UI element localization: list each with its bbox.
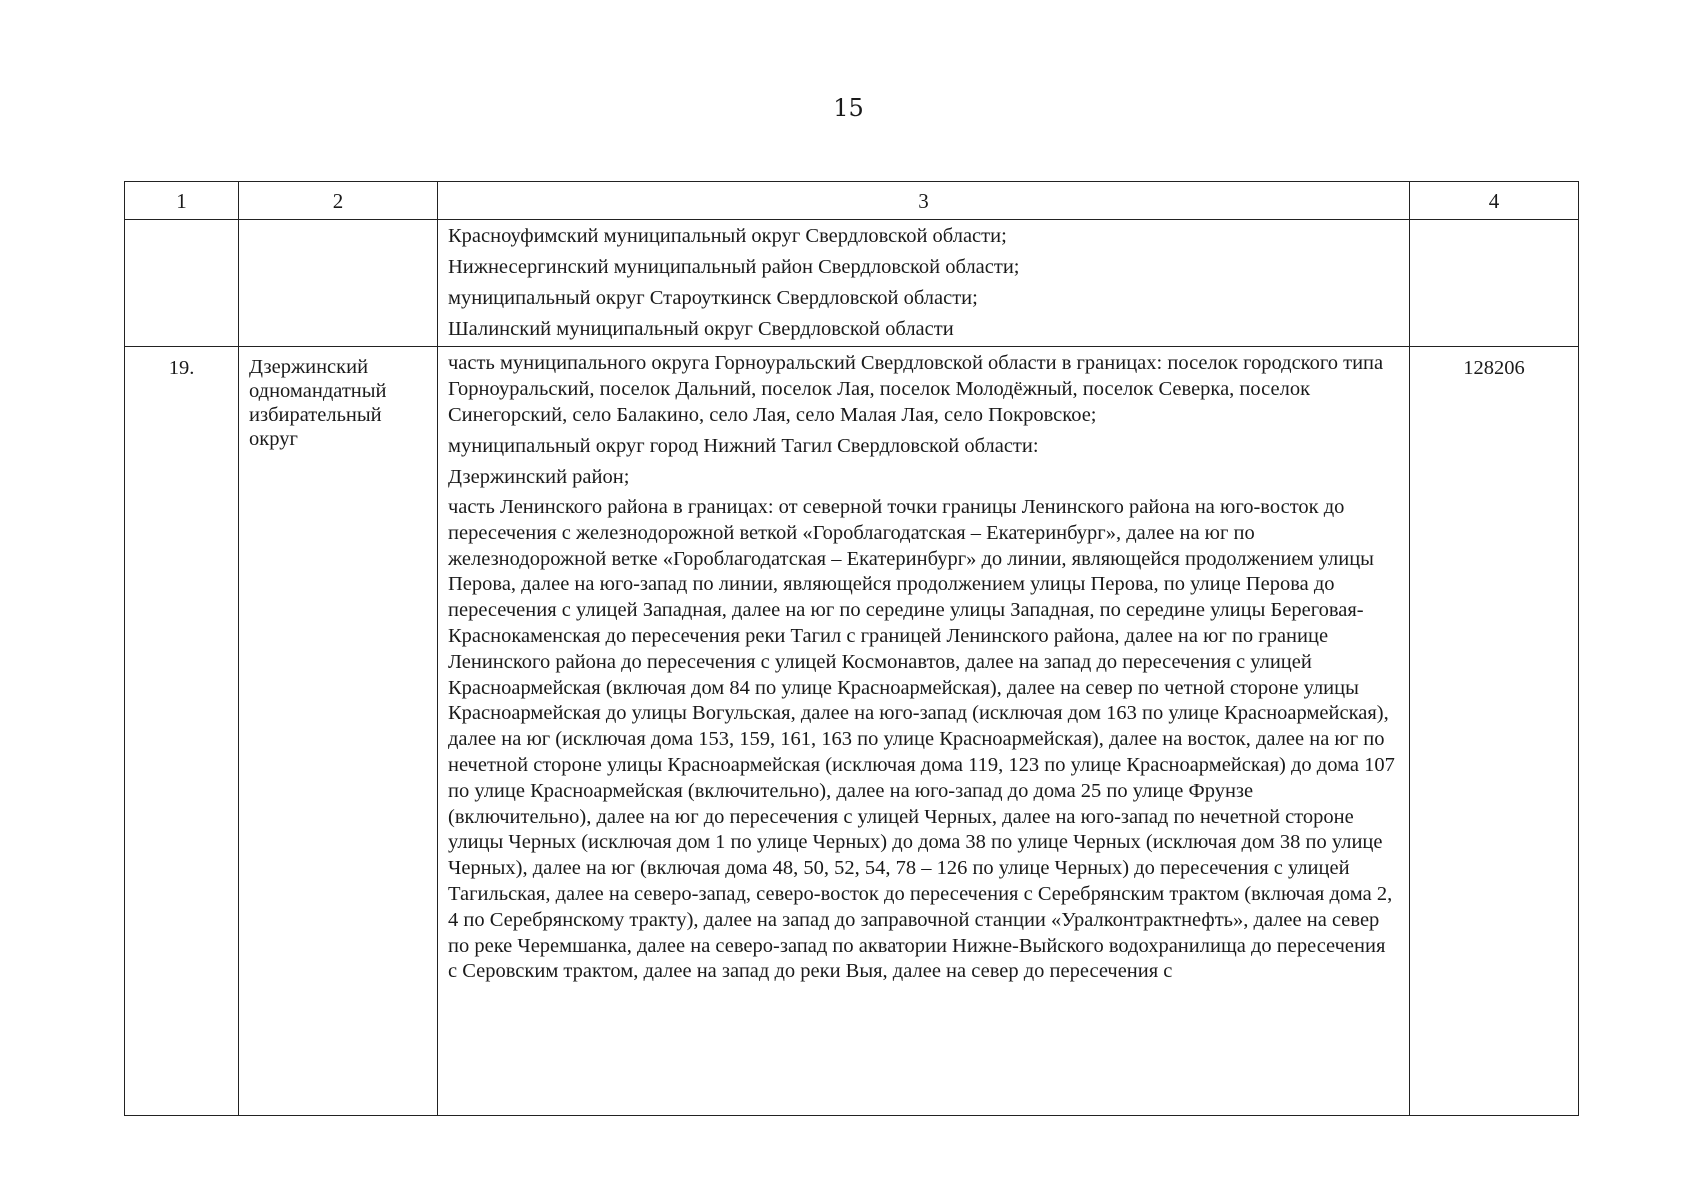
description-paragraph: муниципальный округ город Нижний Тагил Свердловской области:	[448, 435, 1039, 457]
continuation-name-cell	[239, 220, 438, 347]
continuation-count-cell	[1410, 220, 1579, 347]
continuation-line: Красноуфимский муниципальный округ Свердловской области;	[448, 225, 1007, 247]
column-header-1: 1	[125, 182, 239, 220]
description-paragraph: Дзержинский район;	[448, 466, 630, 488]
continuation-line: Нижнесергинский муниципальный район Свердловской области;	[448, 256, 1020, 278]
district-row	[125, 347, 1579, 1116]
district-table	[124, 181, 1579, 1116]
continuation-row	[125, 220, 1579, 347]
continuation-description-cell	[438, 220, 1410, 347]
header-row	[125, 182, 1579, 220]
district-name: Дзержинский одномандатный избирательный округ	[239, 347, 438, 1116]
column-header-4: 4	[1410, 182, 1579, 220]
district-description	[438, 347, 1410, 1116]
continuation-line: Шалинский муниципальный округ Свердловской области	[448, 318, 954, 340]
page-number: 15	[833, 94, 864, 122]
continuation-line: муниципальный округ Староуткинск Свердловской области;	[448, 287, 978, 309]
voter-count: 128206	[1410, 347, 1579, 1116]
column-header-3: 3	[438, 182, 1410, 220]
description-paragraph: часть Ленинского района в границах: от северной точки границы Ленинского района на юго-восток до пересечения с железнодорожной веткой «Гороблагодатская – Екатеринбург», далее на юг по железнодорожной ветке «Гороблагодатская – Екатеринбург» до линии, являющейся продолжением улицы Перова, далее на юго-запад по линии, являющейся продолжением улицы Перова, по улице Перова до пересечения с улицей Западная, далее на юг по середине улицы Западная, по середине улицы Береговая-Краснокаменская до пересечения реки Тагил с границей Ленинского района, далее на юг по границе Ленинского района до пересечения с улицей Космонавтов, далее на запад до пересечения с улицей Красноармейская (включая дом 84 по улице Красноармейская), далее на север по четной стороне улицы Красноармейская до улицы Вогульская, далее на юго-запад (исключая дом 163 по улице Красноармейская), далее на юг (исключая дома 153, 159, 161, 163 по улице Красноармейская), далее на восток, далее на юг по нечетной стороне улицы Красноармейская (исключая дома 119, 123 по улице Красноармейская) до дома 107 по улице Красноармейская (включительно), далее на юго-запад до дома 25 по улице Фрунзе (включительно), далее на юг до пересечения с улицей Черных, далее на юго-запад по нечетной стороне улицы Черных (исключая дом 1 по улице Черных) до дома 38 по улице Черных (исключая дом 38 по улице Черных), далее на юг (включая дома 48, 50, 52, 54, 78 – 126 по улице Черных) до пересечения с улицей Тагильская, далее на северо-запад, северо-восток до пересечения с Серебрянским трактом (включая дома 2, 4 по Серебрянскому тракту), далее на запад до заправочной станции «Уралконтрактнефть», далее на север по реке Черемшанка, далее на северо-запад по акватории Нижне-Выйского водохранилища до пересечения с Серовским трактом, далее на запад до реки Выя, далее на север до пересечения с	[448, 496, 1395, 983]
description-paragraph: часть муниципального округа Горноуральский Свердловской области в границах: поселок городского типа Горноуральский, поселок Дальний, поселок Лая, поселок Молодёжный, поселок Северка, поселок Синегорский, село Балакино, село Лая, село Малая Лая, село Покровское;	[448, 352, 1384, 426]
continuation-number-cell	[125, 220, 239, 347]
column-header-2: 2	[239, 182, 438, 220]
district-number: 19.	[125, 347, 239, 1116]
